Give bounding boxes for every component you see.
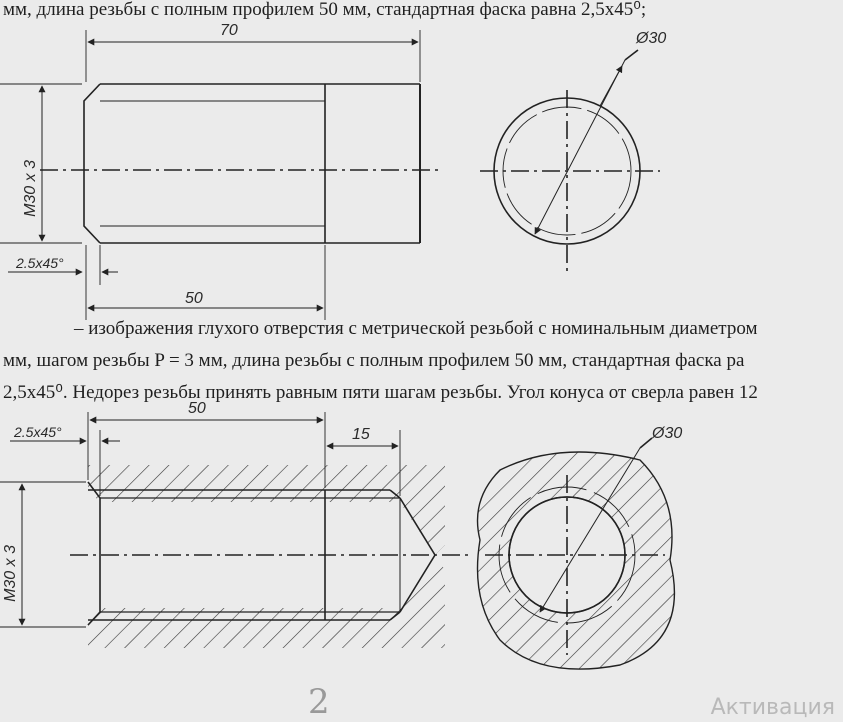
activation-watermark: Активация	[710, 695, 835, 720]
dim-50-label-2: 50	[188, 400, 206, 417]
dim-70-label: 70	[220, 22, 238, 39]
dim-diameter-label: Ø30	[636, 30, 667, 47]
section-hatch-bottom	[88, 555, 445, 648]
external-thread-drawing	[0, 30, 660, 320]
dim-m30-label: M30 x 3	[22, 160, 39, 217]
dim-chamfer-label-2: 2.5x45°	[14, 424, 62, 440]
dim-15-label: 15	[352, 426, 370, 443]
task-paragraph-line-1: – изображения глухого отверстия с метрической резьбой с номинальным диаметром	[74, 318, 758, 339]
section-hatch-top	[88, 465, 445, 555]
dim-chamfer-label: 2.5x45°	[16, 255, 64, 271]
task-paragraph-line-2: мм, шагом резьбы P = 3 мм, длина резьбы с полным профилем 50 мм, стандартная фаска ра	[3, 350, 745, 371]
top-text-line: мм, длина резьбы с полным профилем 50 мм, стандартная фаска равна 2,5x45⁰;	[3, 0, 647, 20]
end-view-hatched-body	[478, 452, 675, 669]
blind-hole-drawing	[0, 412, 674, 669]
hole-left-end	[88, 482, 100, 625]
page-number: 2	[308, 682, 330, 722]
task-paragraph-line-3: 2,5x45⁰. Недорез резьбы принять равным пяти шагам резьбы. Угол конуса от сверла равен 12	[3, 382, 758, 403]
dim-m30-label-2: M30 x 3	[2, 545, 19, 602]
dim-diameter-label-2: Ø30	[652, 425, 683, 442]
dim-50-label: 50	[185, 290, 203, 307]
rod-left-end	[84, 84, 100, 243]
